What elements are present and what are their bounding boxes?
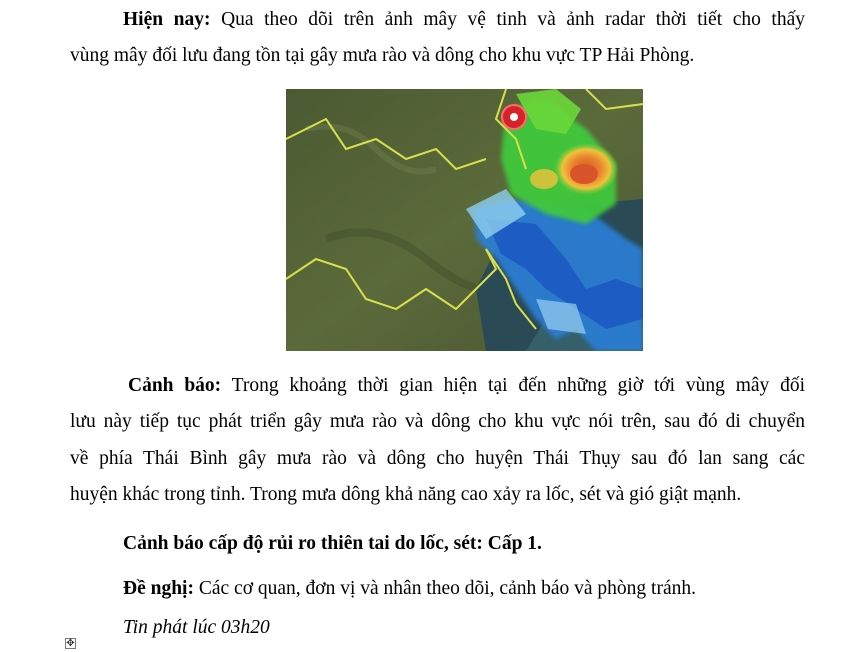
- current-status-line2: vùng mây đối lưu đang tồn tại gây mưa rào và dông cho khu vực TP Hải Phòng.: [70, 45, 695, 66]
- warning-label: Cảnh báo:: [128, 375, 222, 396]
- current-status-label: Hiện nay:: [123, 9, 211, 30]
- recommendation-label: Đề nghị:: [123, 578, 194, 599]
- warning-line2: lưu này tiếp tục phát triển gây mưa rào và dông cho khu vực nói trên, sau đó di chuyển: [70, 411, 805, 432]
- issued-time: Tin phát lúc 03h20: [123, 617, 270, 638]
- warning-text-1: Trong khoảng thời gian hiện tại đến những giờ tới vùng mây đối: [231, 375, 805, 396]
- warning-line1: [70, 368, 805, 404]
- move-arrows-icon[interactable]: ✥: [66, 638, 75, 649]
- location-pin-icon: [502, 105, 526, 129]
- recommendation: [123, 571, 823, 607]
- current-status-text: Qua theo dõi trên ảnh mây vệ tinh và ảnh radar thời tiết cho thấy: [221, 9, 805, 30]
- risk-level: Cảnh báo cấp độ rủi ro thiên tai do lốc, sét: Cấp 1.: [123, 533, 542, 554]
- warning-line3: về phía Thái Bình gây mưa rào và dông cho huyện Thái Thụy sau đó lan sang các: [70, 448, 805, 469]
- warning-line4: huyện khác trong tỉnh. Trong mưa dông khả năng cao xảy ra lốc, sét và gió giật mạnh.: [70, 484, 742, 505]
- current-status-line1: [70, 2, 805, 38]
- recommendation-text: Các cơ quan, đơn vị và nhân theo dõi, cảnh báo và phòng tránh.: [198, 578, 696, 599]
- radar-satellite-map: [286, 89, 643, 351]
